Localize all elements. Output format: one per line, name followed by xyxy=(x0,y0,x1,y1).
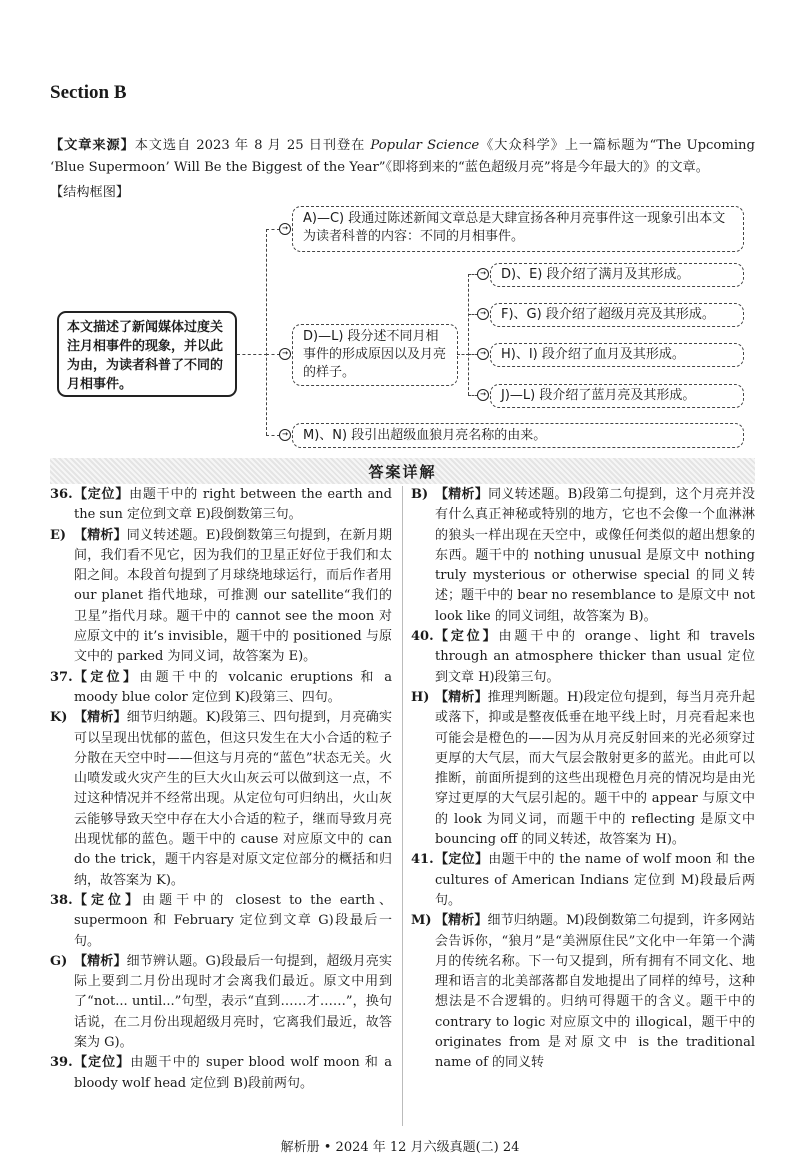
answer-entry xyxy=(411,850,755,911)
entry-text: 推理判断题。H)段定位句提到，每当月亮升起或落下，抑或是整夜低垂在地平线上时，月亮看起来也可能会是橙色的——因为从月亮反射回来的光必须穿过更厚的大气层，而大气层会散射更多的蓝光。由此可以推断，前面所提到的这些出现橙色月亮的情况均是由光穿过更厚的大气层引起的。题干中的 appear 与原文中的 look 为同义词，而题干中的 reflecting 是原文中 bouncing off 的同义转述，故答案为 H)。 xyxy=(435,689,755,848)
entry-number: 36. xyxy=(50,487,73,502)
source-text-before: 本文选自 2023 年 8 月 25 日刊登在 xyxy=(134,138,371,153)
sub-box-1: D)、E) 段介绍了满月及其形成。 xyxy=(490,263,744,287)
sub-box-4: J)—L) 段介绍了蓝月亮及其形成。 xyxy=(490,384,744,408)
entry-tag: 【定位】 xyxy=(74,669,140,685)
answer-entry xyxy=(50,526,392,668)
answer-entry xyxy=(411,485,755,627)
entry-text: 细节辨认题。G)段最后一句提到，超级月亮实际上要到二月份出现时才会离我们最近。原文中用到了“not... until...”句型，表示“直到……才……”，换句话说，在二月份出现超级月亮时，它离我们最近，故答案为 G)。 xyxy=(74,953,392,1051)
entry-text: 由题干中的 right between the earth and the sun 定位到文章 E)段倒数第三句。 xyxy=(74,487,392,523)
answer-entry xyxy=(50,952,392,1053)
entry-text: 由题干中的 volcanic eruptions 和 a moody blue color 定位到 K)段第三、四句。 xyxy=(74,669,392,705)
entry-number: M) xyxy=(411,913,432,929)
top-box: A)—C) 段通过陈述新闻文章总是大肆宣扬各种月亮事件这一现象引出本文为读者科普的内容：不同的月相事件。 xyxy=(292,206,744,252)
bottom-box: M)、N) 段引出超级血狼月亮名称的由来。 xyxy=(292,423,744,448)
entry-number: 40. xyxy=(411,629,434,645)
source-text-after: 《大众科学》上一篇标题为“The Upcoming ‘Blue Supermoon’ Will Be the Biggest of the Year”《即将到来的“蓝色超级月亮”将是今年最大的》的文章。 xyxy=(50,138,755,175)
entry-text: 由题干中的 closest to the earth、supermoon 和 February 定位到文章 G)段最后一句。 xyxy=(74,892,392,949)
entry-text: 同义转述题。E)段倒数第三句提到，在新月期间，我们看不见它，因为我们的卫星正好位于我们和太阳之间。本段首句提到了月球绕地球运行，而后作者用 our planet 指代地球，可推测 our satellite“我们的卫星”指代月球。题干中的 cannot see the moon 对应原文中的 it’s invisible，题干中的 positioned 与原文中的 parked 为同义词，故答案为 E)。 xyxy=(74,527,392,665)
arrow-icon: → xyxy=(477,348,489,360)
answer-entry xyxy=(50,668,392,709)
connector xyxy=(266,229,280,230)
answer-entry xyxy=(50,891,392,952)
entry-text: 由题干中的 super blood wolf moon 和 a bloody wolf head 定位到 B)段前两句。 xyxy=(74,1055,392,1091)
answers-right-column xyxy=(411,485,755,1074)
answers-title: 答案详解 xyxy=(368,463,437,481)
entry-number: 38. xyxy=(50,892,73,908)
arrow-icon: → xyxy=(477,268,489,280)
entry-text: 由题干中的 the name of wolf moon 和 the cultures of American Indians 定位到 M)段最后两句。 xyxy=(435,852,755,908)
connector xyxy=(266,354,280,355)
answer-entry xyxy=(411,627,755,688)
entry-tag: 【精析】 xyxy=(435,689,488,705)
entry-number: 39. xyxy=(50,1055,73,1071)
middle-box: D)—L) 段分述不同月相事件的形成原因以及月亮的样子。 xyxy=(292,324,458,386)
arrow-icon: → xyxy=(279,223,291,235)
entry-number: K) xyxy=(50,710,68,726)
arrow-icon: → xyxy=(477,389,489,401)
sub-box-2: F)、G) 段介绍了超级月亮及其形成。 xyxy=(490,303,744,327)
source-tag: 【文章来源】 xyxy=(50,138,135,153)
structure-tag: 【结构框图】 xyxy=(50,185,130,200)
entry-number: H) xyxy=(411,689,430,705)
entry-tag: 【定位】 xyxy=(74,892,143,908)
entry-tag: 【定位】 xyxy=(74,1055,131,1071)
source-paragraph xyxy=(50,135,755,179)
arrow-icon: → xyxy=(477,308,489,320)
answer-entry xyxy=(411,911,755,1073)
entry-number: E) xyxy=(50,527,67,543)
page-footer: 解析册 • 2024 年 12 月六级真题(二) 24 xyxy=(280,1140,520,1155)
answer-entry xyxy=(411,688,755,850)
entry-number: 37. xyxy=(50,669,73,685)
answer-entry xyxy=(50,1053,392,1094)
entry-tag: 【定位】 xyxy=(435,629,499,645)
answer-entry xyxy=(50,708,392,891)
entry-text: 由题干中的 orange、light 和 travels through an atmosphere thicker than usual 定位到文章 H)段第三句。 xyxy=(435,629,755,685)
entry-tag: 【精析】 xyxy=(74,527,127,543)
entry-number: B) xyxy=(411,487,429,502)
source-magazine: Popular Science xyxy=(370,138,480,153)
connector xyxy=(266,229,267,435)
entry-number: G) xyxy=(50,953,68,969)
entry-number: 41. xyxy=(411,852,434,868)
entry-text: 细节归纳题。M)段倒数第二句提到，许多网站会告诉你，“狼月”是“美洲原住民”文化中一年第一个满月的传统名称。下一句又提到，所有拥有不同文化、地理和语言的北美部落都自发地提出了同样的绰号，这种想法是不合逻辑的。归纳可得题干的含义。题干中的 contrary to logic 对应原文中的 illogical，题干中的 originates from 是对原文中 is the traditional name of 的同义转 xyxy=(435,913,755,1071)
entry-tag: 【精析】 xyxy=(74,953,127,969)
column-divider xyxy=(402,486,403,1126)
connector xyxy=(468,274,469,395)
entry-text: 细节归纳题。K)段第三、四句提到，月亮确实可以呈现出忧郁的蓝色，但这只发生在大小合适的粒子分散在天空中时——但这与月亮的“蓝色”状态无关。火山喷发或火灾产生的巨大火山灰云可以做到这一点，不过这种情况并不经常出现。从定位句可归纳出，火山灰云能够导致天空中存在大小合适的粒子，继而导致月亮出现忧郁的蓝色。题干中的 cause 对应原文中的 can do the trick，题干内容是对原文定位部分的概括和归纳，故答案为 K)。 xyxy=(74,710,392,888)
arrow-icon: → xyxy=(279,348,291,360)
section-title: Section B xyxy=(50,82,127,103)
arrow-icon: → xyxy=(279,429,291,441)
connector xyxy=(237,354,267,355)
answers-banner xyxy=(50,458,755,484)
entry-text: 同义转述题。B)段第二句提到，这个月亮并没有什么真正神秘或特别的地方，它也不会像一个血淋淋的狼头一样出现在天空中，或像任何类似的超出想象的东西。题干中的 nothing unusual 是原文中 nothing truly mysterious or otherwise special 的同义转述；题干中的 bear no resemblance to 是原文中 not look like 的同义词组，故答案为 B)。 xyxy=(435,487,755,624)
answer-entry xyxy=(50,485,392,526)
entry-tag: 【定位】 xyxy=(435,852,489,868)
entry-tag: 【精析】 xyxy=(74,710,127,726)
entry-tag: 【精析】 xyxy=(435,487,489,502)
sub-box-3: H)、I) 段介绍了血月及其形成。 xyxy=(490,343,744,367)
connector xyxy=(266,435,280,436)
summary-box: 本文描述了新闻媒体过度关注月相事件的现象，并以此为由，为读者科普了不同的月相事件。 xyxy=(57,311,237,397)
entry-tag: 【定位】 xyxy=(74,487,130,502)
answers-left-column xyxy=(50,485,392,1094)
entry-tag: 【精析】 xyxy=(435,913,488,929)
